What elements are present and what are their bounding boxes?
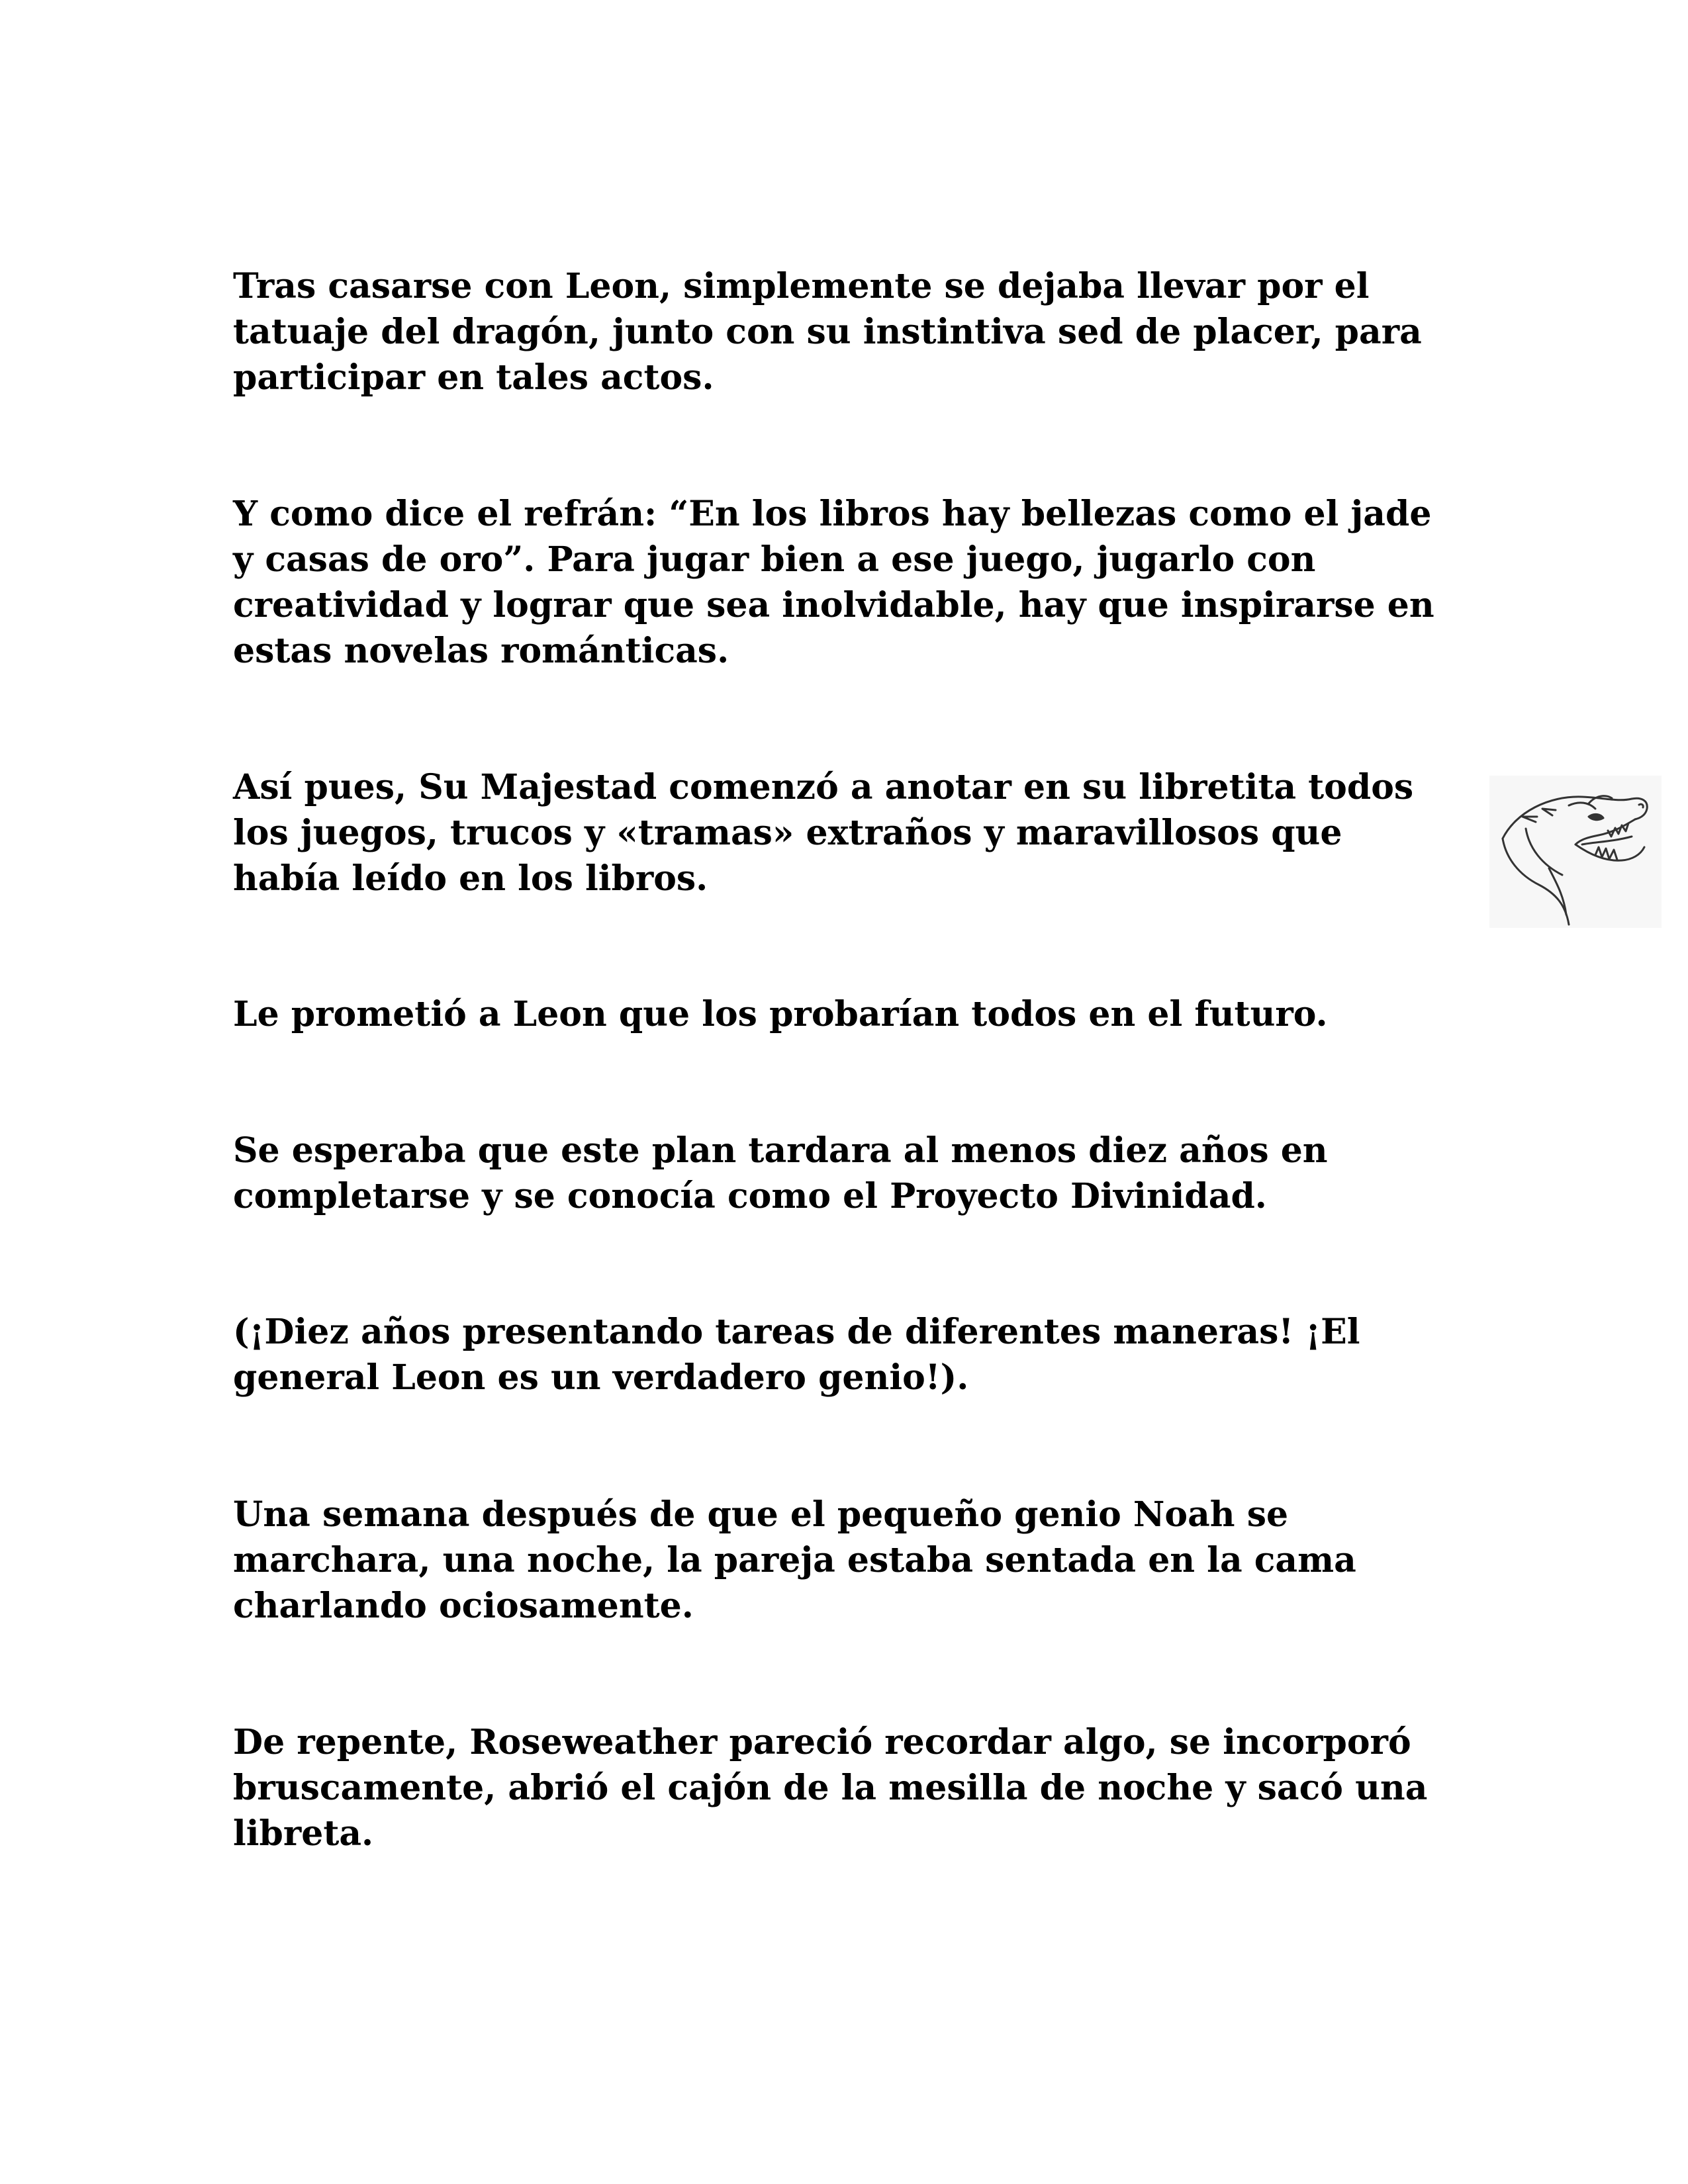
paragraph: (¡Diez años presentando tareas de diferentes maneras! ¡El general Leon es un verdadero genio!). (233, 1312, 1360, 1398)
paragraph: De repente, Roseweather pareció recordar algo, se incorporó bruscamente, abrió el cajón de la mesilla de noche y sacó una libreta. (233, 1722, 1428, 1854)
paragraph: Una semana después de que el pequeño genio Noah se marchara, una noche, la pareja estaba sentada en la cama charlando ociosamente. (233, 1494, 1356, 1626)
paragraph: Así pues, Su Majestad comenzó a anotar en su libretita todos los juegos, trucos y «tramas» extraños y maravillosos que había leído en los libros. (233, 767, 1414, 899)
paragraph: Se esperaba que este plan tardara al menos diez años en completarse y se conocía como el Proyecto Divinidad. (233, 1130, 1328, 1216)
dragon-head-sketch-icon (1489, 776, 1662, 928)
paragraph: Le prometió a Leon que los probarían todos en el futuro. (233, 994, 1328, 1034)
paragraph: Y como dice el refrán: “En los libros hay bellezas como el jade y casas de oro”. Para jugar bien a ese juego, jugarlo con creatividad y lograr que sea inolvidable, hay que inspirarse en estas novelas románticas. (233, 494, 1434, 671)
paragraph: Tras casarse con Leon, simplemente se dejaba llevar por el tatuaje del dragón, junto con su instintiva sed de placer, para participar en tales actos. (233, 266, 1422, 398)
